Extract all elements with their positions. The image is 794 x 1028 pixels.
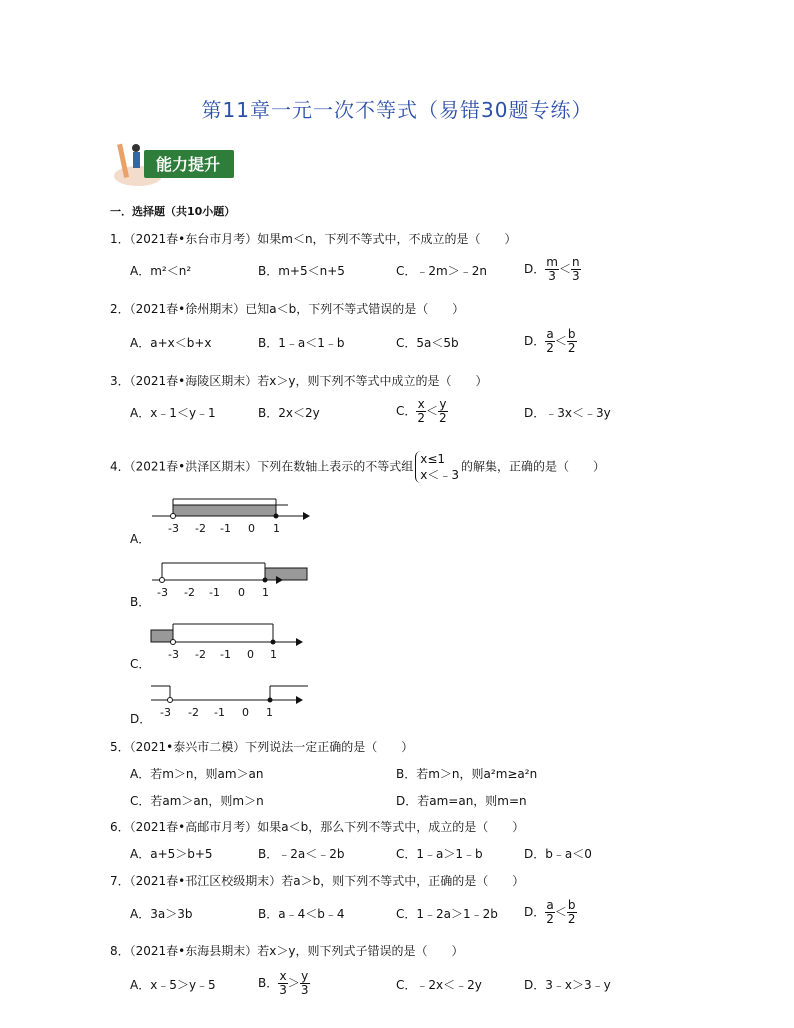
number-line-a xyxy=(148,494,313,540)
q4-option-a: A． xyxy=(130,532,151,546)
q5-option-b: B．若m＞n，则a²m≥a²n xyxy=(396,767,538,781)
badge-text: 能力提升 xyxy=(156,155,221,174)
tick-label: 0 xyxy=(242,706,249,719)
tick-label: -2 xyxy=(184,586,195,599)
q2-option-d: D． $\frac{a}{2}$ ＜ $\frac{b}{2}$ xyxy=(524,327,576,355)
question-6-stem: 6．（2021春•高邮市月考）如果a＜b，那么下列不等式中，成立的是（ ） xyxy=(110,820,525,834)
q7-option-b: B．a﹣4＜b﹣4 xyxy=(258,907,345,921)
number-line-d xyxy=(148,678,313,724)
question-8-stem: 8．（2021春•东海县期末）若x＞y，则下列式子错误的是（ ） xyxy=(110,944,464,958)
tick-label: -2 xyxy=(188,706,199,719)
tick-label: -1 xyxy=(220,648,231,661)
tick-label: -3 xyxy=(168,522,179,535)
q6-option-d: D．b﹣a＜0 xyxy=(524,847,592,861)
question-1-stem: 1．（2021春•东台市月考）如果m＜n，下列不等式中，不成立的是（ ） xyxy=(110,232,517,246)
q6-option-b: B．﹣2a＜﹣2b xyxy=(258,847,345,861)
q5-option-d: D．若am=an，则m=n xyxy=(396,794,527,808)
q4-option-c: C． xyxy=(130,657,151,671)
q8-option-b: B． $\frac{x}{3}$ ＞ $\frac{y}{3}$ xyxy=(258,969,309,997)
tick-label: -3 xyxy=(160,706,171,719)
ability-badge xyxy=(108,138,240,188)
page-title: 第11章一元一次不等式（易错30题专练） xyxy=(201,98,593,122)
q1-option-b: B．m+5＜n+5 xyxy=(258,264,345,278)
section-heading: 一．选择题（共10小题） xyxy=(110,205,236,218)
q2-option-a: A．a+x＜b+x xyxy=(130,336,212,350)
number-line-c xyxy=(148,620,313,666)
q8-option-c: C．﹣2x＜﹣2y xyxy=(396,978,482,992)
system-brace: x≤1 x＜﹣3 xyxy=(415,451,459,483)
q3-option-a: A．x﹣1＜y﹣1 xyxy=(130,406,216,420)
tick-label: -2 xyxy=(195,648,206,661)
tick-label: 0 xyxy=(248,522,255,535)
tick-label: -3 xyxy=(168,648,179,661)
tick-label: 0 xyxy=(247,648,254,661)
tick-label: -1 xyxy=(214,706,225,719)
q7-option-c: C．1﹣2a＞1﹣2b xyxy=(396,907,498,921)
tick-label: 1 xyxy=(273,522,280,535)
question-7-stem: 7．（2021春•邗江区校级期末）若a＞b，则下列不等式中，正确的是（ ） xyxy=(110,874,525,888)
q5-option-c: C．若am＞an，则m＞n xyxy=(130,794,264,808)
q6-option-a: A．a+5＞b+5 xyxy=(130,847,213,861)
question-3-stem: 3．（2021春•海陵区期末）若x＞y，则下列不等式中成立的是（ ） xyxy=(110,374,488,388)
q8-option-a: A．x﹣5＞y﹣5 xyxy=(130,978,216,992)
q7-option-a: A．3a＞3b xyxy=(130,907,193,921)
q1-option-a: A．m²＜n² xyxy=(130,264,192,278)
tick-label: 1 xyxy=(266,706,273,719)
q3-option-d: D．﹣3x＜﹣3y xyxy=(524,406,611,420)
ability-badge-graphic xyxy=(108,138,240,188)
q1-option-d: D． $\frac{m}{3}$ ＜ $\frac{n}{3}$ xyxy=(524,255,580,283)
tick-label: -1 xyxy=(220,522,231,535)
q2-option-b: B．1﹣a＜1﹣b xyxy=(258,336,345,350)
q6-option-c: C．1﹣a＞1﹣b xyxy=(396,847,483,861)
q4-option-b: B． xyxy=(130,595,151,609)
tick-label: -3 xyxy=(157,586,168,599)
tick-label: 0 xyxy=(238,586,245,599)
q2-option-c: C．5a＜5b xyxy=(396,336,459,350)
tick-label: 1 xyxy=(262,586,269,599)
q4-option-d: D． xyxy=(130,712,152,726)
q7-option-d: D． $\frac{a}{2}$ ＜ $\frac{b}{2}$ xyxy=(524,898,576,926)
tick-label: 1 xyxy=(270,648,277,661)
tick-label: -1 xyxy=(209,586,220,599)
question-2-stem: 2．（2021春•徐州期末）已知a＜b，下列不等式错误的是（ ） xyxy=(110,302,465,316)
q3-option-c: C． $\frac{x}{2}$ ＜ $\frac{y}{2}$ xyxy=(396,397,447,425)
question-5-stem: 5．（2021•泰兴市二模）下列说法一定正确的是（ ） xyxy=(110,740,414,754)
q8-option-d: D．3﹣x＞3﹣y xyxy=(524,978,611,992)
q5-option-a: A．若m＞n，则am＞an xyxy=(130,767,264,781)
tick-label: -2 xyxy=(195,522,206,535)
question-4-stem: 4．（2021春•洪泽区期末）下列在数轴上表示的不等式组 x≤1 x＜﹣3 的解集，正确的是（ ） xyxy=(110,452,606,482)
q1-option-c: C．﹣2m＞﹣2n xyxy=(396,264,487,278)
number-line-b xyxy=(148,558,313,604)
q3-option-b: B．2x＜2y xyxy=(258,406,320,420)
